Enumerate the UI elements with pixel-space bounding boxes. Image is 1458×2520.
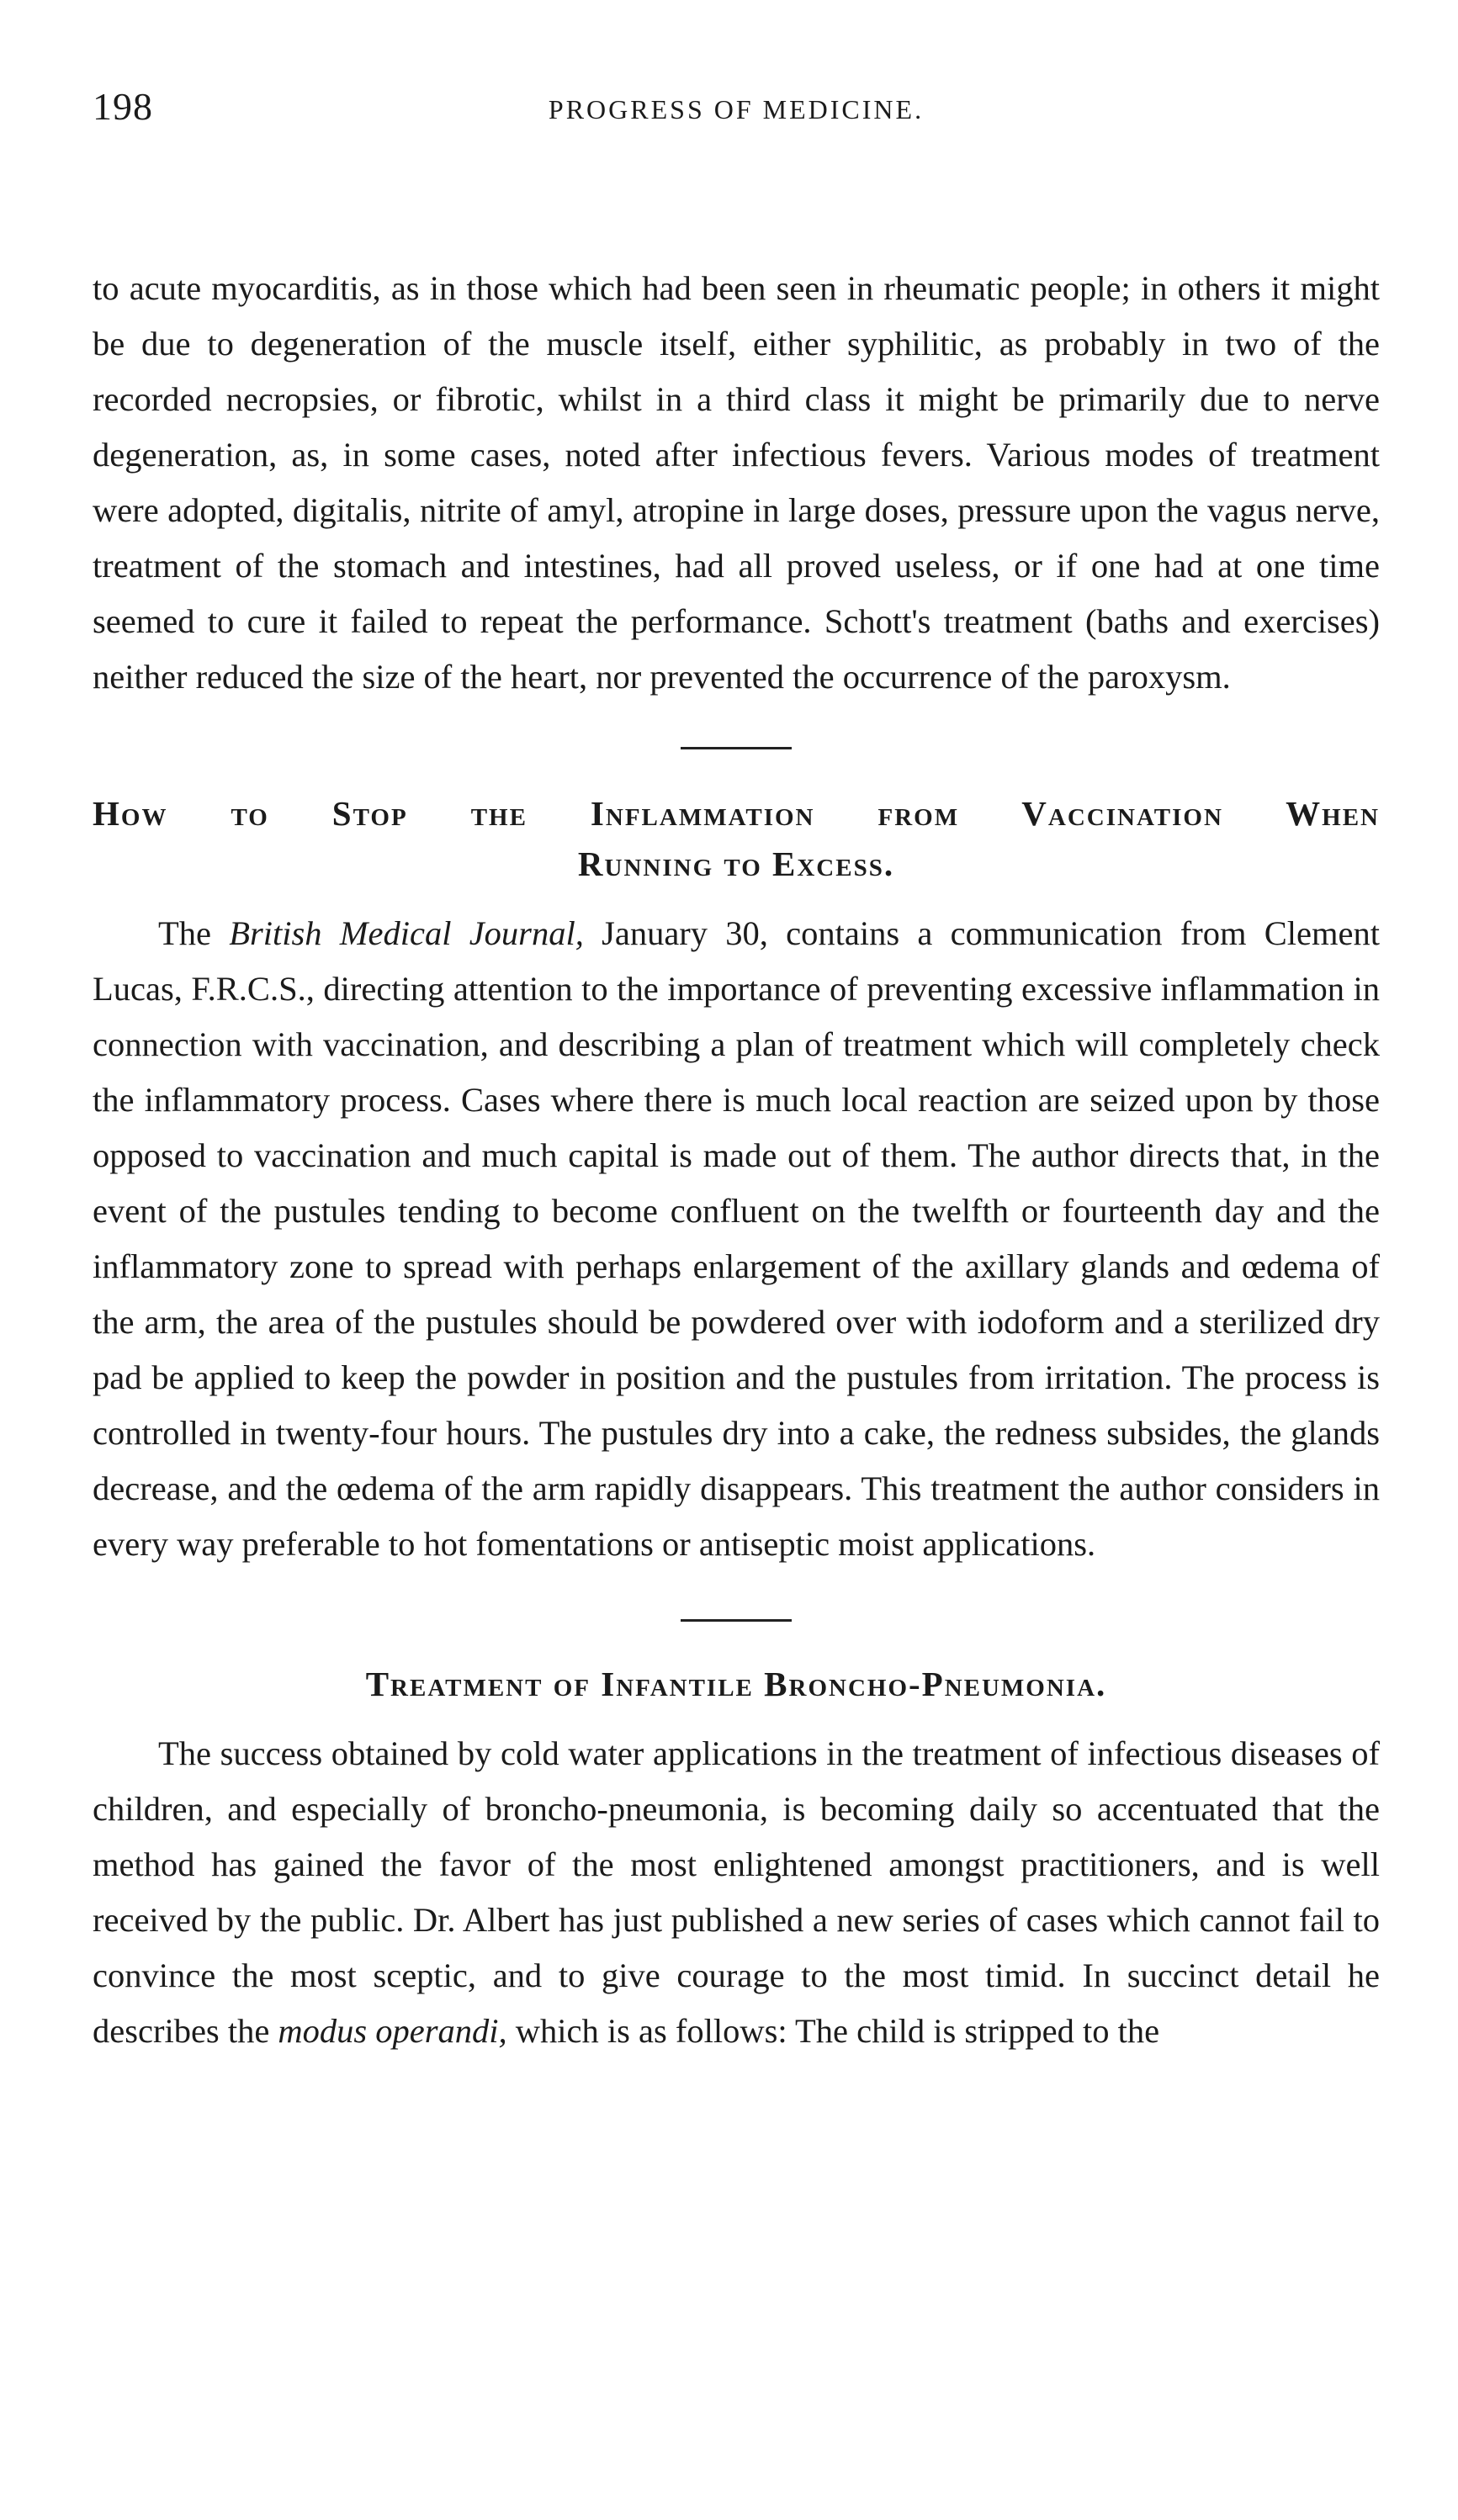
running-title: PROGRESS OF MEDICINE. [548, 94, 925, 124]
section-heading-vaccination [93, 788, 1380, 889]
section-divider [681, 1619, 792, 1622]
paragraph-text-rest: which is as follows: The child is stripped to the [506, 2012, 1160, 2050]
book-page [93, 84, 1380, 2059]
latin-phrase: modus operandi, [278, 2012, 507, 2050]
journal-title: British Medical Journal, [229, 914, 584, 952]
section-heading-line-1: How to Stop the Inflammation from Vaccination When [93, 794, 1380, 833]
paragraph-text-start: The success obtained by cold water applications in the treatment of infectious diseases of children, and especially of broncho-pneumonia, is becoming daily so accentuated that the method has gained the favor of the most enlightened amongst practitioners, and is well received by the public. Dr. Albert has just published a new series of cases which cannot fail to convince the most sceptic, and to give courage to the most timid. In succinct detail he describes the [93, 1734, 1380, 2050]
section-divider [681, 747, 792, 749]
section-heading-broncho-pneumonia: Treatment of Infantile Broncho-Pneumonia. [365, 1665, 1107, 1703]
broncho-pneumonia-paragraph [93, 1726, 1380, 2059]
vaccination-paragraph [93, 906, 1380, 1572]
continued-paragraph: to acute myocarditis, as in those which had been seen in rheumatic people; in others it might be due to degeneration of the muscle itself, either syphilitic, as probably in two of the recorded necropsies, or fibrotic, whilst in a third class it might be primarily due to nerve degeneration, as, in some cases, noted after infectious fevers. Various modes of treatment were adopted, digitalis, nitrite of amyl, atropine in large doses, pressure upon the vagus nerve, treatment of the stomach and intestines, had all proved useless, or if one had at one time seemed to cure it failed to repeat the performance. Schott's treatment (baths and exercises) neither reduced the size of the heart, nor prevented the occurrence of the paroxysm. [93, 269, 1380, 696]
page-number: 198 [93, 85, 153, 128]
paragraph-text-start: The [158, 914, 230, 952]
running-head [93, 84, 1380, 143]
paragraph-text-rest: January 30, contains a communication from Clement Lucas, F.R.C.S., directing attention to the importance of preventing excessive inflammation in connection with vaccination, and describing a plan of treatment which will completely check the inflammatory process. Cases where there is much local reaction are seized upon by those opposed to vaccination and much capital is made out of them. The author directs that, in the event of the pustules tending to become confluent on the twelfth or fourteenth day and the inflammatory zone to spread with perhaps enlargement of the axillary glands and œdema of the arm, the area of the pustules should be powdered over with iodoform and a sterilized dry pad be applied to keep the powder in position and the pustules from irritation. The process is controlled in twenty-four hours. The pustules dry into a cake, the redness subsides, the glands decrease, and the œdema of the arm rapidly disappears. This treatment the author considers in every way preferable to hot fomentations or antiseptic moist applications. [93, 914, 1381, 1563]
section-heading-line-2: Running to Excess. [577, 844, 895, 883]
